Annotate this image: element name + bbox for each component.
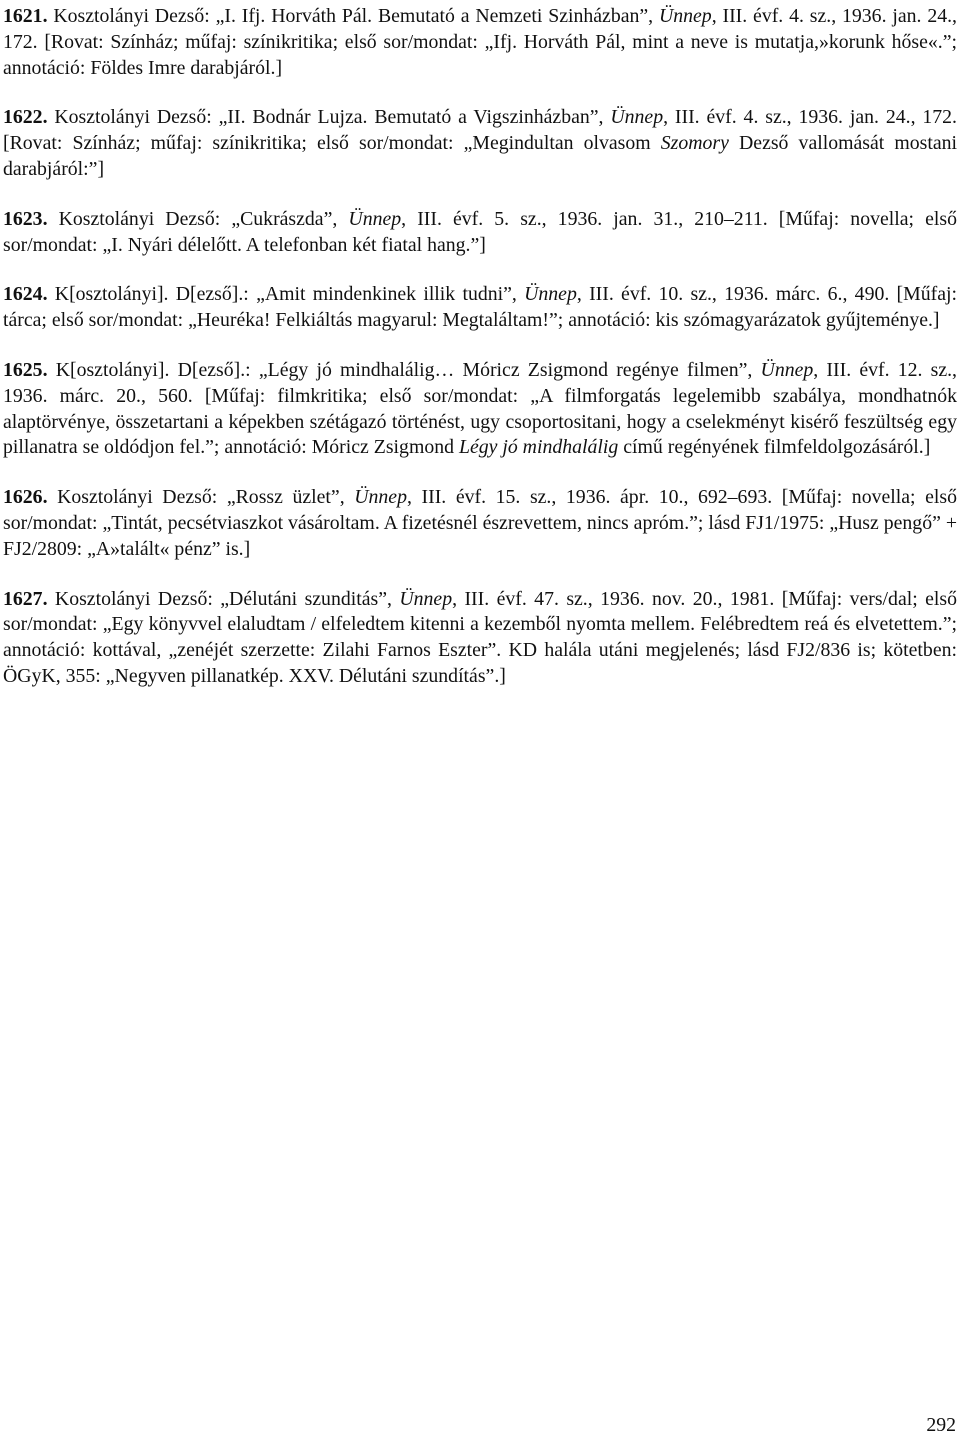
- entry-text: Kosztolányi Dezső: „I. Ifj. Horváth Pál. Bemutató a Nemzeti Szinházban”,: [47, 5, 659, 27]
- book-title: Légy jó mindhalálig: [458, 436, 619, 459]
- entry-number: 1623.: [3, 207, 48, 230]
- journal-title: Ünnep: [354, 486, 407, 509]
- document-page: [3, 4, 957, 714]
- bibliography-entry-1621: [3, 4, 957, 81]
- journal-title: Ünnep: [399, 587, 453, 610]
- italic-name: Szomory: [660, 132, 729, 155]
- bibliography-entry-1623: [3, 207, 957, 259]
- bibliography-entry-1624: [3, 282, 957, 334]
- bibliography-entry-1626: [3, 485, 957, 562]
- journal-title: Ünnep: [610, 106, 664, 129]
- journal-title: Ünnep: [658, 5, 712, 27]
- entry-text: , III. évf. 4. sz., 1936. jan. 24., 172. [Rovat: Színház; műfaj: színikritika; első sor/mondat: „Ifj. Horváth Pál, mint a neve is mutatja,»korunk hőse«.”; annotáció: Földes Imre darabjáról.]: [3, 5, 957, 79]
- entry-number: 1627.: [3, 587, 48, 610]
- entry-text: , III. évf. 10. sz., 1936. márc. 6., 490. [Műfaj: tárca; első sor/mondat: „Heuréka! Felkiáltás magyarul: Megtaláltam!”; annotáció: kis szómagyarázatok gyűjteménye.]: [3, 283, 957, 332]
- bibliography-entry-1627: [3, 587, 957, 690]
- entry-text: Kosztolányi Dezső: „II. Bodnár Lujza. Bemutató a Vigszinházban”,: [47, 106, 611, 129]
- bibliography-entry-1622: [3, 105, 957, 182]
- entry-text: Kosztolányi Dezső: „Cukrászda”,: [47, 207, 349, 230]
- entry-number: 1624.: [3, 283, 48, 306]
- entry-text: Kosztolányi Dezső: „Délutáni szunditás”,: [47, 587, 400, 610]
- entry-text: , III. évf. 47. sz., 1936. nov. 20., 1981. [Műfaj: vers/dal; első sor/mondat: „Egy könyvvel elaludtam / elfeledtem kitenni a kezemből nyomta mellem. Felébredtem reá és elvetettem.”; annotáció: kottával, „zenéjét szerzette: Zilahi Farnos Eszter”. KD halála utáni megjelenés; lásd FJ2/836 is; kötetben: ÖGyK, 355: „Negyven pillanatkép. XXV. Délutáni szundítás”.]: [3, 587, 957, 687]
- entry-text: Dezső vallomását mostani darabjáról:”]: [3, 132, 957, 180]
- page-number: 292: [926, 1414, 956, 1436]
- entry-text: , III. évf. 12. sz., 1936. márc. 20., 560. [Műfaj: filmkritika; első sor/mondat: „A filmforgatás legelemibb szabálya, mondhatnók alaptörvénye, összetartani a képekben szétágazó történést, ugy csoportositani, hogy a cselekményt kisérő feszültség egy pillanatra se oldódjon fel.”; annotáció: Móricz Zsigmond: [3, 358, 957, 459]
- entry-text: , III. évf. 4. sz., 1936. jan. 24., 172. [Rovat: Színház; műfaj: színikritika; első sor/mondat: „Megindultan olvasom: [3, 106, 958, 155]
- journal-title: Ünnep: [348, 207, 402, 230]
- journal-title: Ünnep: [524, 283, 577, 306]
- entry-text: Kosztolányi Dezső: „Rossz üzlet”,: [47, 486, 355, 509]
- entry-text: , III. évf. 15. sz., 1936. ápr. 10., 692–693. [Műfaj: novella; első sor/mondat: „Tintát, pecsétviaszkot vásároltam. A fizetésnél észrevettem, nincs apróm.”; lásd FJ1/1975: „Husz pengő” + FJ2/2809: „A»talált« pénz” is.]: [3, 486, 957, 560]
- entry-text: című regényének filmfeldolgozásáról.]: [618, 436, 931, 459]
- entry-number: 1625.: [3, 358, 48, 381]
- entry-number: 1622.: [3, 106, 48, 129]
- entry-number: 1626.: [3, 486, 48, 509]
- journal-title: Ünnep: [760, 358, 814, 381]
- entry-number: 1621.: [3, 5, 48, 27]
- entry-text: K[osztolányi]. D[ezső].: „Légy jó mindhalálig… Móricz Zsigmond regénye filmen”,: [47, 358, 761, 381]
- entry-text: K[osztolányi]. D[ezső].: „Amit mindenkinek illik tudni”,: [47, 283, 525, 306]
- entry-text: , III. évf. 5. sz., 1936. jan. 31., 210–211. [Műfaj: novella; első sor/mondat: „I. Nyári délelőtt. A telefonban két fiatal hang.”]: [3, 207, 957, 256]
- bibliography-entry-1625: [3, 358, 957, 461]
